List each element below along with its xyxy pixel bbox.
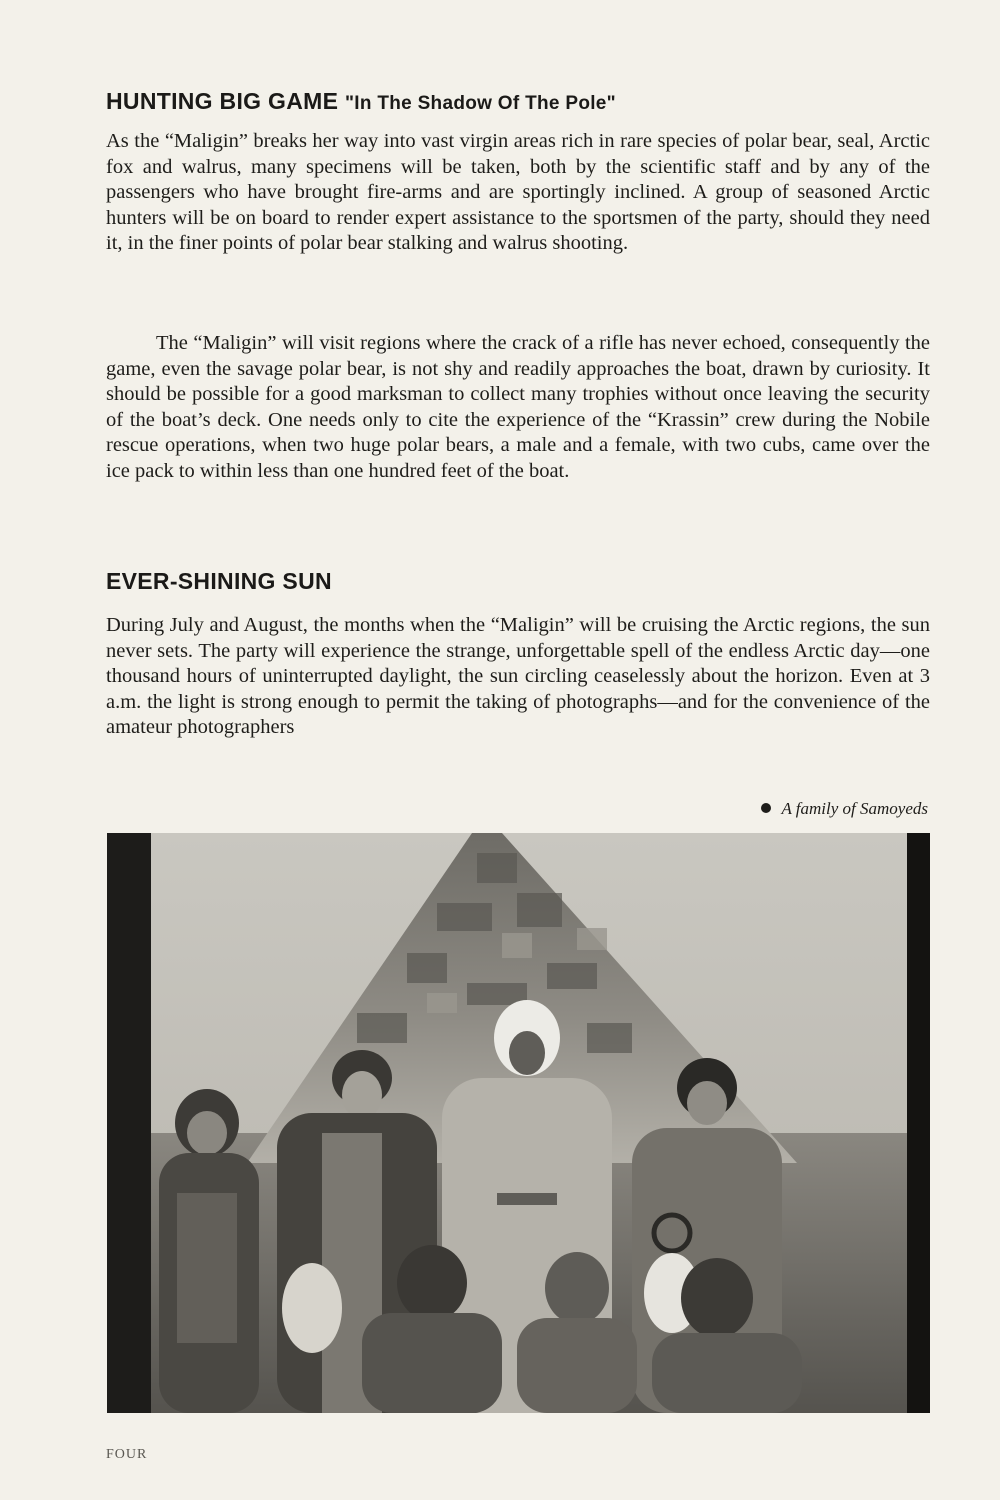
paragraph-hunting-2: The “Maligin” will visit regions where the crack of a rifle has never echoed, consequently the game, even the savage polar bear, is not shy and readily approaches the boat, drawn by curiosity. It should be possible for a good marksman to collect many trophies without once leaving the security of the boat’s deck. One needs only to cite the experience of the “Krassin” crew during the Nobile rescue operations, when two huge polar bears, a male and a female, with two cubs, came over the ice pack to within less than one hundred feet of the boat. (106, 332, 930, 482)
section-heading-sun: EVER-SHINING SUN (106, 568, 332, 594)
paragraph-sun-1: During July and August, the months when the “Maligin” will be cruising the Arctic regions, the sun never sets. The party will experience the strange, unforgettable spell of the endless Arctic day—one thousand hours of uninterrupted daylight, the sun circling ceaselessly about the horizon. Even at 3 a.m. the light is strong enough to permit the taking of photographs—and for the convenience of the amateur photographers (106, 614, 930, 738)
photo-illustration (107, 833, 930, 1413)
heading-subtitle: "In The Shadow Of The Pole" (344, 93, 616, 114)
bullet-icon (761, 803, 771, 813)
samoyed-family-photo (107, 833, 930, 1413)
paragraph-hunting-1: As the “Maligin” breaks her way into vast virgin areas rich in rare species of polar bear, seal, Arctic fox and walrus, many specimens will be taken, both by the scientific staff and by any of the passengers who have brought fire-arms and are sportingly inclined. A group of seasoned Arctic hunters will be on board to render expert assistance to the sportsmen of the party, should they need it, in the finer points of polar bear stalking and walrus shooting. (106, 130, 930, 254)
section-heading-hunting (106, 88, 616, 115)
photo-caption-text: A family of Samoyeds (781, 799, 928, 818)
heading-main: HUNTING BIG GAME (106, 88, 339, 114)
page-folio: FOUR (106, 1447, 148, 1462)
photo-caption (761, 799, 928, 819)
